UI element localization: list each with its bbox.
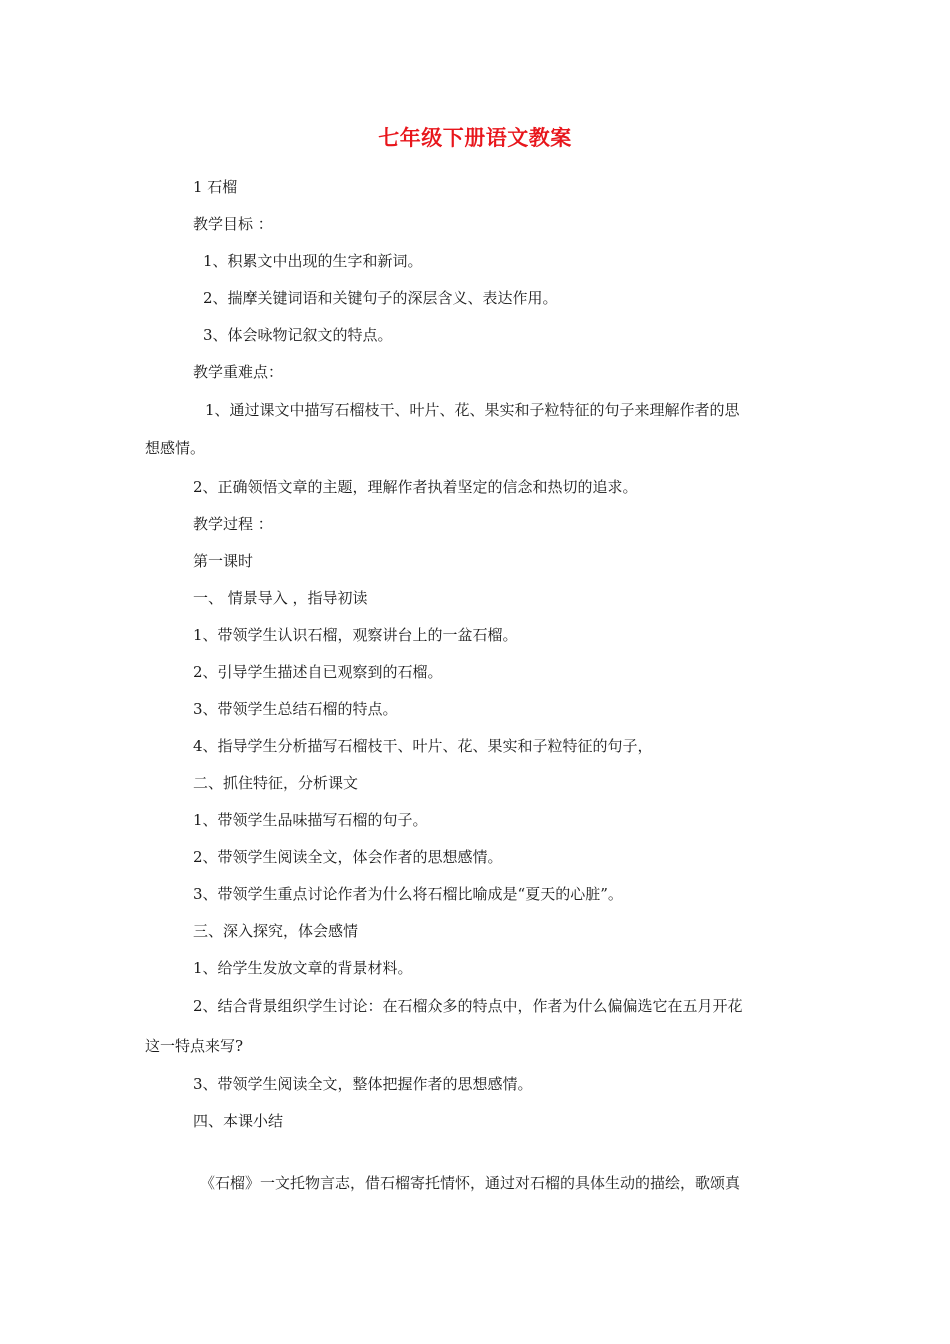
section-heading: 四、本课小结: [193, 1112, 284, 1130]
difficulty-item: 1、通过课文中描写石榴枝干、叶片、花、果实和子粒特征的句子来理解作者的思: [205, 401, 740, 419]
objective-item: 2、揣摩关键词语和关键句子的深层含义、表达作用。: [203, 289, 558, 307]
list-item: 2、结合背景组织学生讨论：在石榴众多的特点中，作者为什么偏偏选它在五月开花: [193, 997, 743, 1015]
list-item: 1、给学生发放文章的背景材料。: [193, 959, 413, 977]
objective-item: 3、体会咏物记叙文的特点。: [203, 326, 393, 344]
section-heading: 三、深入探究，体会感情: [193, 922, 359, 940]
objective-item: 1、积累文中出现的生字和新词。: [203, 252, 423, 270]
list-item: 3、带领学生阅读全文，整体把握作者的思想感情。: [193, 1075, 533, 1093]
list-item: 1、带领学生认识石榴，观察讲台上的一盆石榴。: [193, 626, 518, 644]
difficulty-item-continuation: 想感情。: [145, 439, 206, 457]
lesson-heading: 1 石榴: [193, 178, 238, 196]
summary-paragraph: 《石榴》一文托物言志，借石榴寄托情怀，通过对石榴的具体生动的描绘，歌颂真: [200, 1174, 741, 1192]
list-item: 3、带领学生重点讨论作者为什么将石榴比喻成是“夏天的心脏”。: [193, 885, 623, 903]
objectives-heading: 教学目标 ：: [193, 215, 273, 233]
list-item: 2、带领学生阅读全文，体会作者的思想感情。: [193, 848, 503, 866]
difficulties-heading: 教学重难点：: [193, 363, 284, 381]
difficulty-item: 2、正确领悟文章的主题，理解作者执着坚定的信念和热切的追求。: [193, 478, 638, 496]
list-item: 3、带领学生总结石榴的特点。: [193, 700, 398, 718]
list-item: 4、指导学生分析描写石榴枝干、叶片、花、果实和子粒特征的句子，: [193, 737, 653, 755]
document-title: 七年级下册语文教案: [378, 125, 572, 150]
period-label: 第一课时: [193, 552, 254, 570]
section-heading: 一、 情景导入 ，指导初读: [193, 589, 368, 607]
list-item: 1、带领学生品味描写石榴的句子。: [193, 811, 428, 829]
process-heading: 教学过程 ：: [193, 515, 273, 533]
list-item: 2、引导学生描述自已观察到的石榴。: [193, 663, 443, 681]
section-heading: 二、抓住特征，分析课文: [193, 774, 359, 792]
list-item-continuation: 这一特点来写?: [145, 1037, 244, 1055]
